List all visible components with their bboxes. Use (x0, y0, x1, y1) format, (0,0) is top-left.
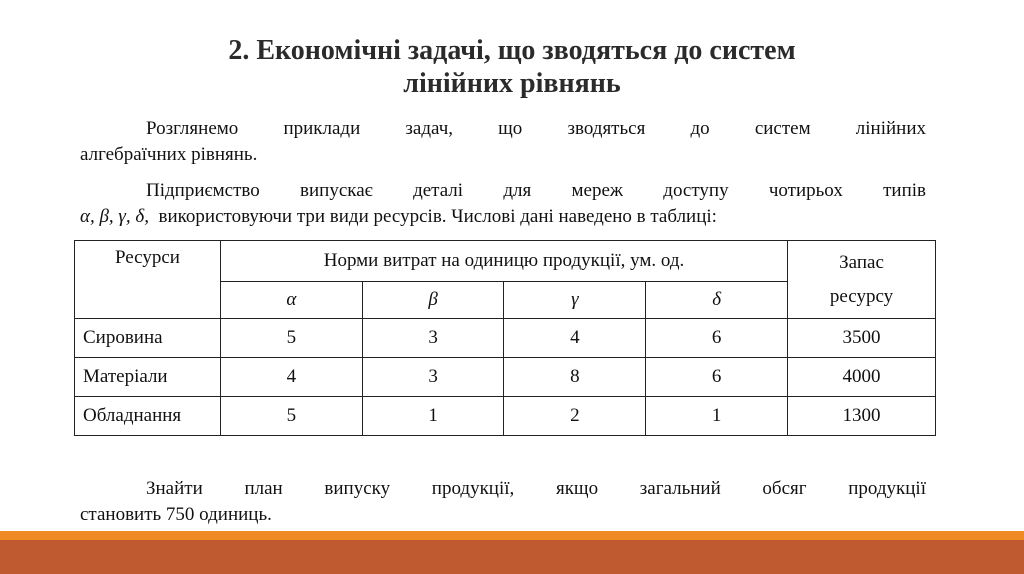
problem-line-1: Підприємство випускає деталі для мереж доступу чотирьох типів (146, 180, 926, 201)
type-alpha: α (220, 282, 362, 319)
type-beta: β (362, 282, 504, 319)
header-norms: Норми витрат на одиницю продукції, ум. од. (220, 241, 787, 282)
resource-table (74, 240, 936, 436)
title-line-2: лінійних рівнянь (403, 68, 621, 99)
row-label: Матеріали (75, 358, 221, 397)
row-label: Сировина (75, 319, 221, 358)
cell-value: 3 (362, 358, 504, 397)
slide-title (0, 34, 1024, 100)
task-line-2: становить 750 одиниць. (80, 504, 272, 525)
footer-band (0, 540, 1024, 574)
cell-value: 6 (646, 358, 788, 397)
table-row (75, 319, 936, 358)
cell-value: 5 (220, 319, 362, 358)
greek-types: α, β, γ, δ, (80, 206, 150, 227)
type-gamma: γ (504, 282, 646, 319)
table-row (75, 358, 936, 397)
row-label: Обладнання (75, 397, 221, 436)
cell-value: 2 (504, 397, 646, 436)
title-line-1: 2. Економічні задачі, що зводяться до систем (228, 35, 796, 66)
cell-stock: 3500 (788, 319, 936, 358)
header-stock-text: Запас ресурсу (829, 251, 894, 307)
cell-value: 4 (504, 319, 646, 358)
intro-line-1: Розглянемо приклади задач, що зводяться до систем лінійних (146, 118, 926, 139)
cell-value: 5 (220, 397, 362, 436)
cell-value: 3 (362, 319, 504, 358)
type-delta: δ (646, 282, 788, 319)
problem-paragraph (80, 178, 926, 230)
cell-stock: 4000 (788, 358, 936, 397)
footer-accent-stripe (0, 531, 1024, 540)
cell-value: 6 (646, 319, 788, 358)
cell-value: 4 (220, 358, 362, 397)
cell-value: 8 (504, 358, 646, 397)
table-row (75, 397, 936, 436)
cell-stock: 1300 (788, 397, 936, 436)
task-line-1: Знайти план випуску продукції, якщо загальний обсяг продукції (146, 478, 926, 499)
header-resources: Ресурси (75, 241, 221, 319)
task-paragraph (80, 476, 926, 528)
problem-line-2: α, β, γ, δ, використовуючи три види ресурсів. Числові дані наведено в таблиці: (80, 206, 717, 227)
intro-line-2: алгебраїчних рівнянь. (80, 144, 258, 165)
cell-value: 1 (362, 397, 504, 436)
header-stock (788, 241, 936, 319)
intro-paragraph (80, 116, 926, 168)
cell-value: 1 (646, 397, 788, 436)
